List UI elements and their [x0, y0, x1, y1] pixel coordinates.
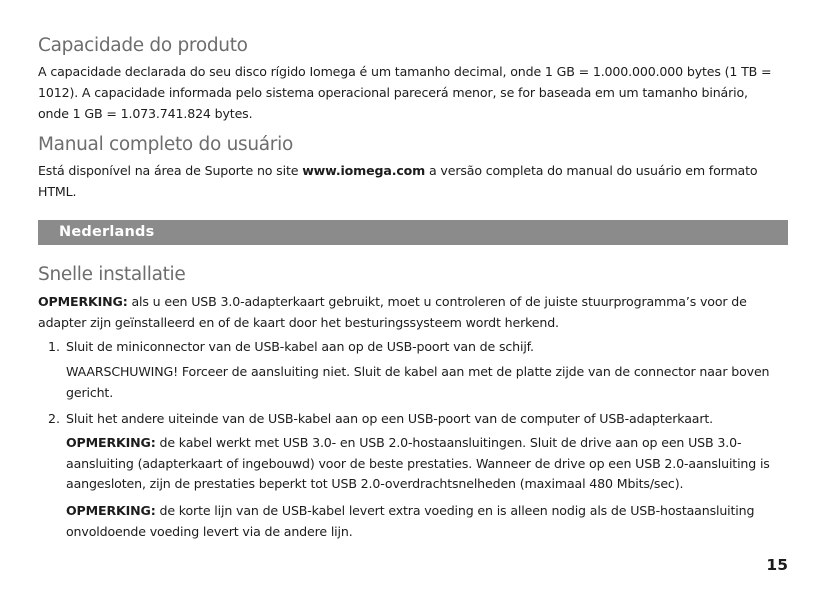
- page-number: 15: [766, 556, 788, 574]
- step-warning: WAARSCHUWING! Forceer de aansluiting niet. Sluit de kabel aan met de platte zijde van de connector naar boven gericht.: [66, 364, 770, 400]
- step-1: [38, 336, 790, 403]
- note-label: OPMERKING:: [66, 435, 156, 450]
- section-heading-quick-install: Snelle installatie: [38, 264, 186, 285]
- step-2: [38, 408, 790, 542]
- note-text: de kabel werkt met USB 3.0- en USB 2.0-hostaansluitingen. Sluit de drive aan op een USB 3.0-aansluiting (adapterkaart of ingebouwd) voor de beste prestaties. Wanneer de drive op een USB 2.0-aansluiting is aangesloten, zijn de prestaties beperkt tot USB 2.0-overdrachtsnelheden (maximaal 480 Mbits/sec).: [66, 435, 770, 491]
- manual-text-after: a versão completa do manual do usuário em formato HTML.: [38, 163, 758, 199]
- step-number: 1.: [48, 339, 61, 354]
- step-text: Sluit het andere uiteinde van de USB-kabel aan op een USB-poort van de computer of USB-adapterkaart.: [66, 411, 714, 426]
- note-label: OPMERKING:: [66, 502, 156, 518]
- step-number: 2.: [48, 411, 61, 426]
- install-note: [38, 291, 783, 333]
- install-steps-list: [38, 336, 790, 542]
- iomega-link[interactable]: www.iomega.com: [302, 163, 426, 178]
- language-bar-nederlands: Nederlands: [38, 220, 788, 245]
- section-heading-manual: Manual completo do usuário: [38, 134, 293, 155]
- note-text: als u een USB 3.0-adapterkaart gebruikt, moet u controleren of de juiste stuurprogramma’s voor de adapter zijn geïnstalleerd en of de kaart door het besturingssysteem wordt herkend.: [38, 294, 747, 330]
- step-note: [66, 433, 790, 495]
- step-note: [66, 500, 790, 542]
- note-label: OPMERKING:: [38, 294, 128, 309]
- capacity-paragraph: A capacidade declarada do seu disco rígido Iomega é um tamanho decimal, onde 1 GB = 1.000.000.000 bytes (1 TB = 1012). A capacidade informada pelo sistema operacional parecerá menor, se for baseada em um tamanho binário, onde 1 GB = 1.073.741.824 bytes.: [38, 64, 772, 121]
- note-text: de korte lijn van de USB-kabel levert extra voeding en is alleen nodig als de USB-hostaansluiting onvoldoende voeding levert via de andere lijn.: [66, 502, 755, 539]
- manual-text-before: Está disponível na área de Suporte no site: [38, 163, 303, 178]
- section-heading-capacity: Capacidade do produto: [38, 35, 248, 56]
- step-text: Sluit de miniconnector van de USB-kabel aan op de USB-poort van de schijf.: [66, 339, 534, 354]
- manual-paragraph: [38, 160, 783, 202]
